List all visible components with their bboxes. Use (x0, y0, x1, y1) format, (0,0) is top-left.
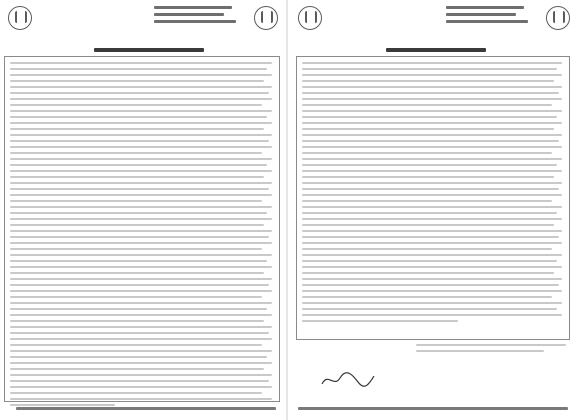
judiciary-emblem-icon (254, 6, 278, 30)
document-meta-block (446, 6, 542, 27)
signature-icon (318, 370, 378, 390)
left-notice-page (0, 0, 284, 420)
right-notice-page (290, 0, 576, 420)
footer-line (298, 407, 568, 410)
judiciary-emblem-icon (8, 6, 32, 30)
document-meta-block (154, 6, 250, 27)
notice-title (386, 48, 486, 52)
page-divider (286, 0, 288, 420)
publication-date-line (416, 344, 566, 356)
notice-title (94, 48, 204, 52)
judiciary-emblem-icon (298, 6, 322, 30)
notice-body-text (10, 62, 272, 410)
judiciary-emblem-icon (546, 6, 570, 30)
footer-line (16, 407, 276, 410)
notice-body-text (302, 62, 562, 326)
